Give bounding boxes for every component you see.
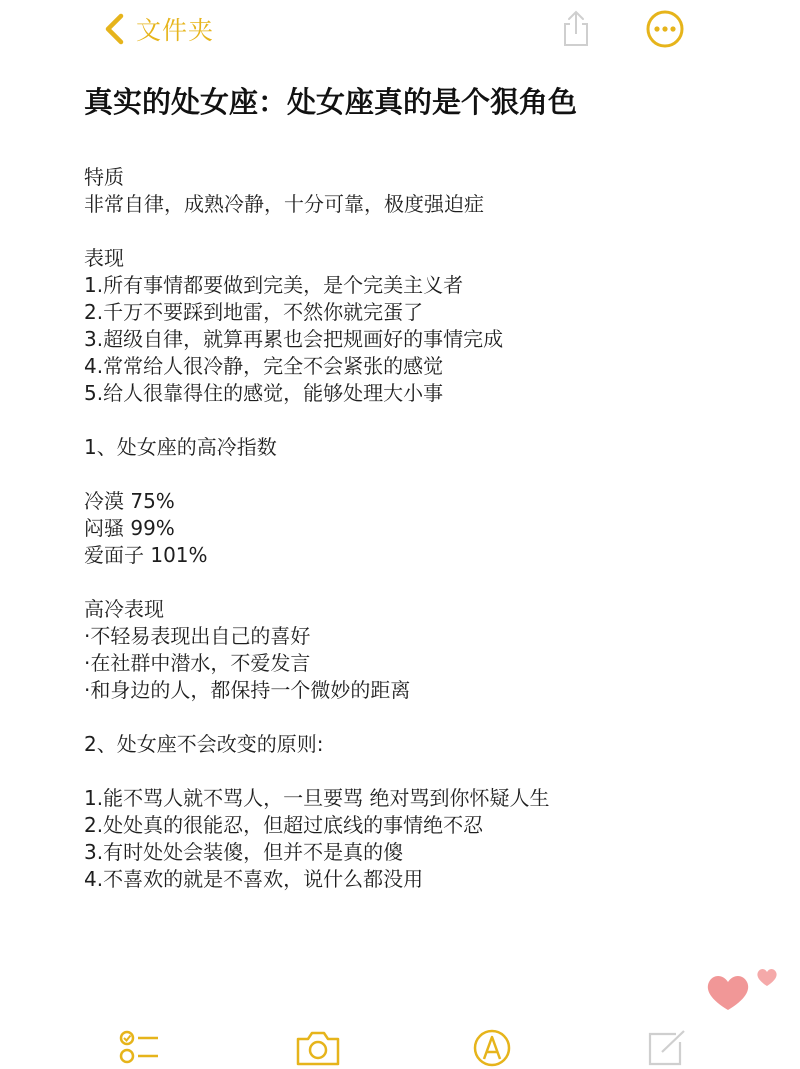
note-line: ·不轻易表现出自己的喜好 [84,624,311,648]
note-line: 1.能不骂人就不骂人，一旦要骂 绝对骂到你怀疑人生 [84,786,550,810]
note-line: ·和身边的人，都保持一个微妙的距离 [84,678,411,702]
chevron-left-icon [100,12,128,46]
note-line: 1.所有事情都要做到完美，是个完美主义者 [84,273,464,297]
camera-icon[interactable] [294,1028,342,1068]
note-line: 2.处处真的很能忍，但超过底线的事情绝不忍 [84,813,484,837]
blank-line [84,704,774,731]
note-line: 4.不喜欢的就是不喜欢，说什么都没用 [84,867,424,891]
note-line: 冷漠 75% [84,489,175,513]
note-text-lines [84,164,774,893]
note-title: 真实的处女座：处女座真的是个狠角色 [84,85,578,119]
note-line: 5.给人很靠得住的感觉，能够处理大小事 [84,381,444,405]
note-line: 3.有时处处会装傻，但并不是真的傻 [84,840,404,864]
markup-icon[interactable] [468,1028,516,1068]
note-line: 表现 [84,246,124,270]
bottom-toolbar [0,1020,800,1069]
share-icon[interactable] [556,8,596,48]
note-line: 4.常常给人很冷静，完全不会紧张的感觉 [84,354,444,378]
note-line: 非常自律，成熟冷静，十分可靠，极度强迫症 [84,192,484,216]
back-button[interactable] [100,8,214,50]
hearts-decoration [703,960,783,1020]
back-button-label: 文件夹 [136,16,215,45]
note-line: 特质 [84,165,124,189]
note-body[interactable] [84,80,774,893]
blank-line [84,758,774,785]
note-line: 爱面子 101% [84,543,208,567]
note-line: ·在社群中潜水，不爱发言 [84,651,311,675]
compose-icon[interactable] [644,1028,692,1068]
note-line: 1、处女座的高冷指数 [84,435,277,459]
note-line: 3.超级自律，就算再累也会把规画好的事情完成 [84,327,504,351]
note-line: 2、处女座不会改变的原则: [84,732,324,756]
checklist-icon[interactable] [116,1028,164,1068]
note-line: 高冷表现 [84,597,164,621]
top-nav-bar [0,0,800,60]
blank-line [84,461,774,488]
note-line: 2.千万不要踩到地雷，不然你就完蛋了 [84,300,424,324]
more-icon[interactable] [644,8,686,50]
note-line: 闷骚 99% [84,516,175,540]
blank-line [84,569,774,596]
blank-line [84,407,774,434]
blank-line [84,218,774,245]
